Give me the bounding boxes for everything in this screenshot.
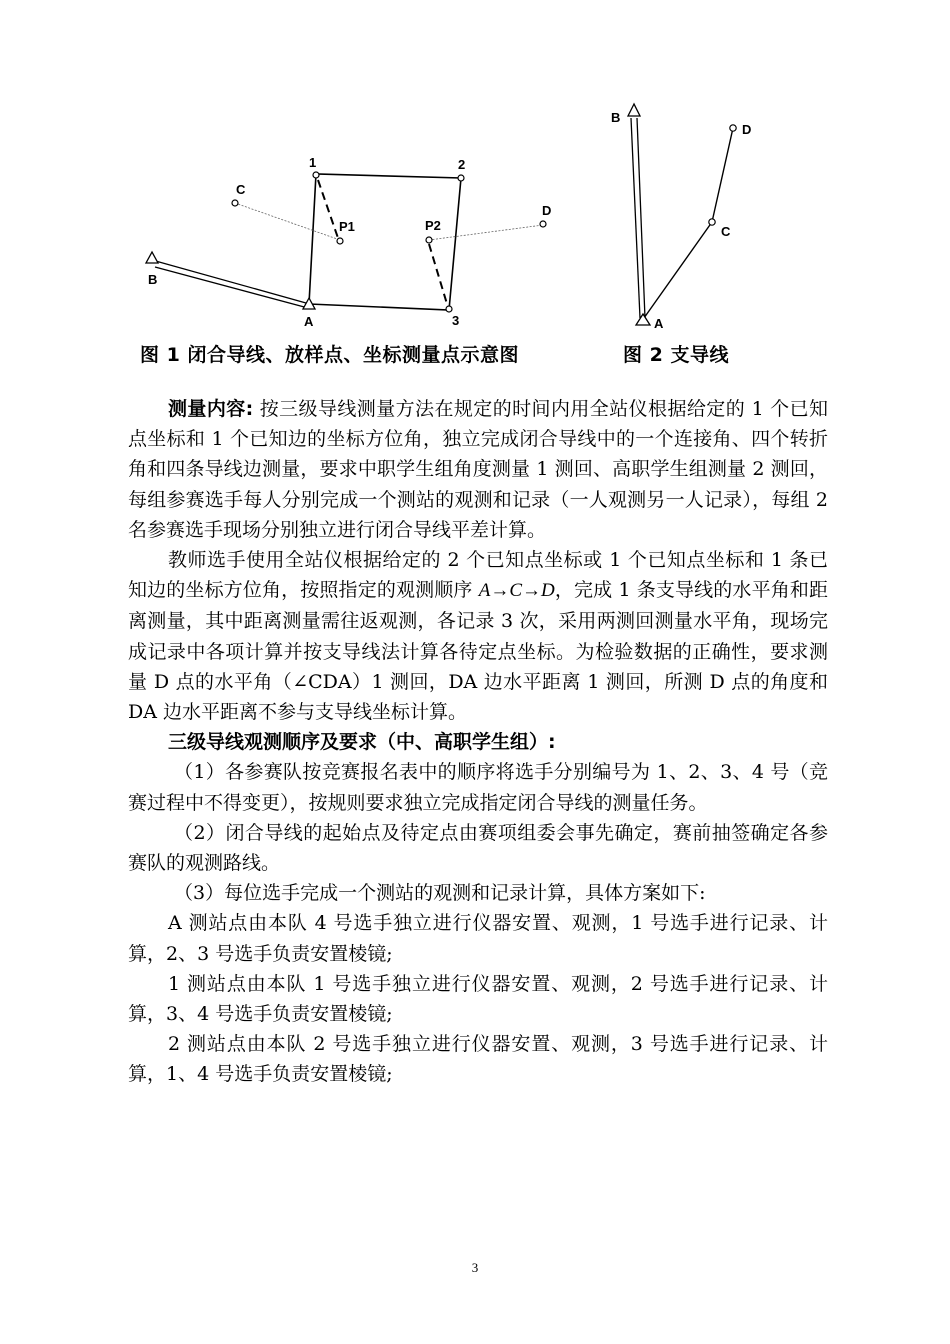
edge-b-a-1 [152, 260, 306, 303]
point-d [540, 221, 546, 227]
label-c-fig2: C [721, 224, 731, 239]
label-p2: P2 [425, 218, 441, 233]
station-a: A 测站点由本队 4 号选手独立进行仪器安置、观测，1 号选手进行记录、计算，2、3 号选手负责安置棱镜; [128, 912, 828, 965]
label-a-fig2: A [654, 316, 664, 331]
label-d-fig2: D [742, 122, 752, 137]
point-p2 [426, 237, 432, 243]
page-number: 3 [471, 1260, 479, 1275]
label-c: C [236, 182, 246, 197]
figure2-caption: 图 2 支导线 [623, 344, 729, 366]
item-2: （2）闭合导线的起始点及待定点由赛项组委会事先确定，赛前抽签确定各参赛队的观测路线。 [128, 821, 828, 875]
paragraph-content [128, 394, 828, 545]
closed-traverse [309, 174, 461, 310]
line-p2-d [429, 225, 543, 240]
figure1-diagram [146, 155, 551, 329]
point-p1 [337, 238, 343, 244]
triangle-b [146, 252, 158, 263]
label-b-fig2: B [611, 110, 621, 125]
section-heading: 三级导线观测顺序及要求（中、高职学生组）: [168, 731, 556, 754]
station-2: 2 测站点由本队 2 号选手独立进行仪器安置、观测，3 号选手进行记录、计算，1、4 号选手负责安置棱镜; [128, 1033, 828, 1086]
figure1-caption: 图 1 闭合导线、放样点、坐标测量点示意图 [140, 344, 519, 366]
edge-c-d [712, 128, 733, 222]
triangle-a-fig2 [636, 314, 650, 325]
observation-order: A→C→D [478, 580, 555, 602]
content-text: 按三级导线测量方法在规定的时间内用全站仪根据给定的 1 个已知点坐标和 1 个已知边的坐标方位角，独立完成闭合导线中的一个连接角、四个转折角和四条导线边测量，要求中职学生组角度测量 1 测回、高职学生组测量 2 测回，每组参赛选手每人分别完成一个测站的观测和记录（一人观测另一人记录），每组 2 名参赛选手现场分别独立进行闭合导线平差计算。 [128, 398, 828, 541]
label-a: A [304, 314, 314, 329]
document-body [128, 394, 828, 1090]
item-1: （1）各参赛队按竞赛报名表中的顺序将选手分别编号为 1、2、3、4 号（竞赛过程中不得变更），按规则要求独立完成指定闭合导线的测量任务。 [128, 761, 828, 814]
figures-area [0, 0, 950, 380]
label-b: B [148, 272, 158, 287]
item-3: （3）每位选手完成一个测站的观测和记录计算，具体方案如下: [174, 882, 706, 905]
figure2-diagram [611, 104, 751, 331]
point-3 [446, 306, 452, 312]
label-2: 2 [458, 157, 466, 172]
edge-b-a-2 [155, 267, 308, 308]
teacher-text-pre: 教师选手使用全站仪根据给定的 2 个已知点坐标或 1 个已知点坐标和 1 条已知边的坐标方位角，按照指定的观测顺序 [128, 549, 828, 602]
point-c [232, 200, 238, 206]
label-p1: P1 [339, 219, 355, 234]
point-c-fig2 [709, 219, 715, 225]
point-1 [313, 172, 319, 178]
label-3: 3 [452, 313, 460, 328]
stakeout-line-p2 [429, 244, 447, 304]
edge-a-c [644, 222, 712, 318]
teacher-text-post: ，完成 1 条支导线的水平角和距离测量，其中距离测量需往返观测，各记录 3 次，采用两测回测量水平角，现场完成记录中各项计算并按支导线法计算各待定点坐标。为检验数据的正确性，要求测量 D 点的水平角（∠CDA）1 测回，DA 边水平距离 1 测回，所测 D 点的角度和 DA 边水平距离不参与支导线坐标计算。 [128, 579, 828, 724]
paragraph-teacher [128, 545, 828, 727]
station-1: 1 测站点由本队 1 号选手独立进行仪器安置、观测，2 号选手进行记录、计算，3、4 号选手负责安置棱镜; [128, 972, 828, 1026]
stakeout-line-p1 [318, 180, 338, 238]
point-2 [458, 175, 464, 181]
label-1: 1 [309, 155, 317, 170]
line-c-p1 [235, 203, 340, 240]
triangle-b-fig2 [628, 104, 640, 116]
point-d-fig2 [730, 125, 736, 131]
figure-diagrams [0, 0, 950, 340]
content-lead: 测量内容: [168, 398, 254, 420]
label-d: D [542, 203, 552, 218]
